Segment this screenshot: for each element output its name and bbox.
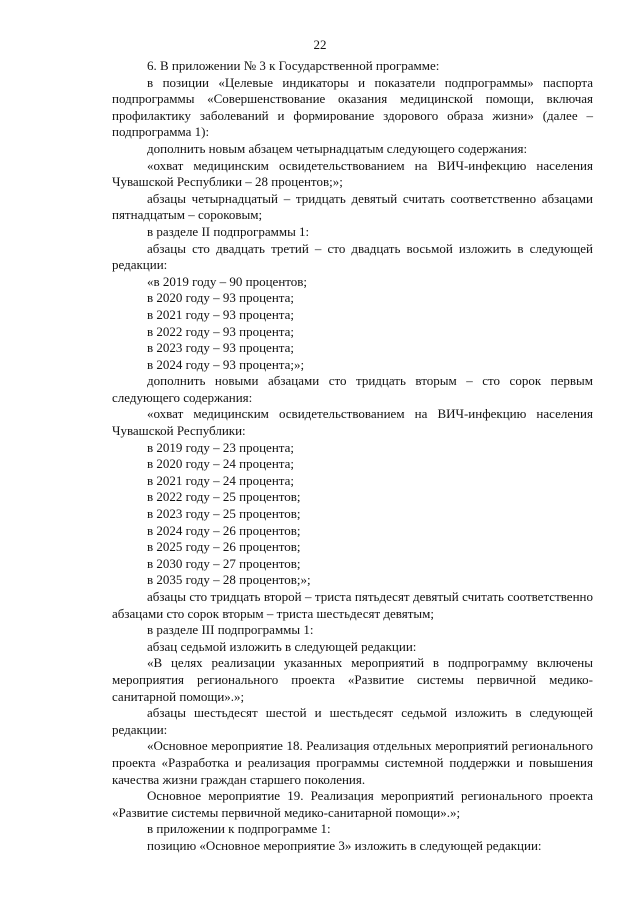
paragraph: абзацы четырнадцатый – тридцать девятый считать соответственно абзацами пятнадцатым – сороковым; [112,190,593,223]
list-item: в 2024 году – 26 процентов; [147,522,301,538]
paragraph: «охват медицинским освидетельствованием на ВИЧ-инфекцию населения Чувашской Республики: [112,406,593,439]
paragraph: в разделе II подпрограммы 1: [147,223,310,239]
paragraph: абзацы сто двадцать третий – сто двадцать восьмой изложить в следующей редакции: [112,240,593,273]
paragraph: абзацы сто тридцать второй – триста пятьдесят девятый считать соответственно абзацами сто сорок вторым – триста шестьдесят девятым; [112,589,593,621]
paragraph: позицию «Основное мероприятие 3» изложить в следующей редакции: [147,837,542,853]
list-item: в 2023 году – 25 процентов; [147,506,301,522]
paragraph: в разделе III подпрограммы 1: [147,622,314,638]
list-item: «в 2019 году – 90 процентов; [147,273,308,289]
list-item: в 2021 году – 93 процента; [147,306,294,322]
paragraph: в позиции «Целевые индикаторы и показатели подпрограммы» паспорта подпрограммы «Совершенствование оказания медицинской помощи, включая профилактику заболеваний и формирование здорового образа жизни» (далее – подпрограмма 1): [112,74,593,140]
paragraph: 6. В приложении № 3 к Государственной программе: [147,58,440,73]
list-item: в 2025 году – 26 процентов; [147,539,301,555]
list-item: в 2022 году – 93 процента; [147,323,294,339]
list-item: в 2023 году – 93 процента; [147,340,294,356]
paragraph: абзац седьмой изложить в следующей редакции: [147,638,417,654]
list-item: в 2030 году – 27 процентов; [147,555,301,571]
list-item: в 2035 году – 28 процентов;»; [147,572,311,588]
document-body [112,58,593,855]
list-item: в 2020 году – 93 процента; [147,290,294,306]
list-item: в 2024 году – 93 процента;»; [147,356,305,372]
paragraph: дополнить новыми абзацами сто тридцать вторым – сто сорок первым следующего содержания: [112,373,593,405]
paragraph: «В целях реализации указанных мероприятий в подпрограмму включены мероприятия регионального проекта «Развитие системы первичной медико-санитарной помощи».»; [112,655,593,704]
paragraph: дополнить новым абзацем четырнадцатым следующего содержания: [147,140,528,156]
paragraph: Основное мероприятие 19. Реализация мероприятий регионального проекта «Развитие системы первичной медико-санитарной помощи».»; [112,788,593,820]
paragraph: «охват медицинским освидетельствованием на ВИЧ-инфекцию населения Чувашской Республики – 28 процентов;»; [112,157,593,190]
page-number: 22 [313,37,327,52]
list-item: в 2022 году – 25 процентов; [147,489,301,505]
list-item: в 2020 году – 24 процента; [147,456,294,472]
list-item: в 2019 году – 23 процента; [147,439,294,455]
list-item: в 2021 году – 24 процента; [147,472,294,488]
paragraph: абзацы шестьдесят шестой и шестьдесят седьмой изложить в следующей редакции: [112,705,593,737]
paragraph: в приложении к подпрограмме 1: [147,821,331,837]
paragraph: «Основное мероприятие 18. Реализация отдельных мероприятий регионального проекта «Разработка и реализация программы системной поддержки и повышения качества жизни граждан старшего поколения. [112,738,593,787]
